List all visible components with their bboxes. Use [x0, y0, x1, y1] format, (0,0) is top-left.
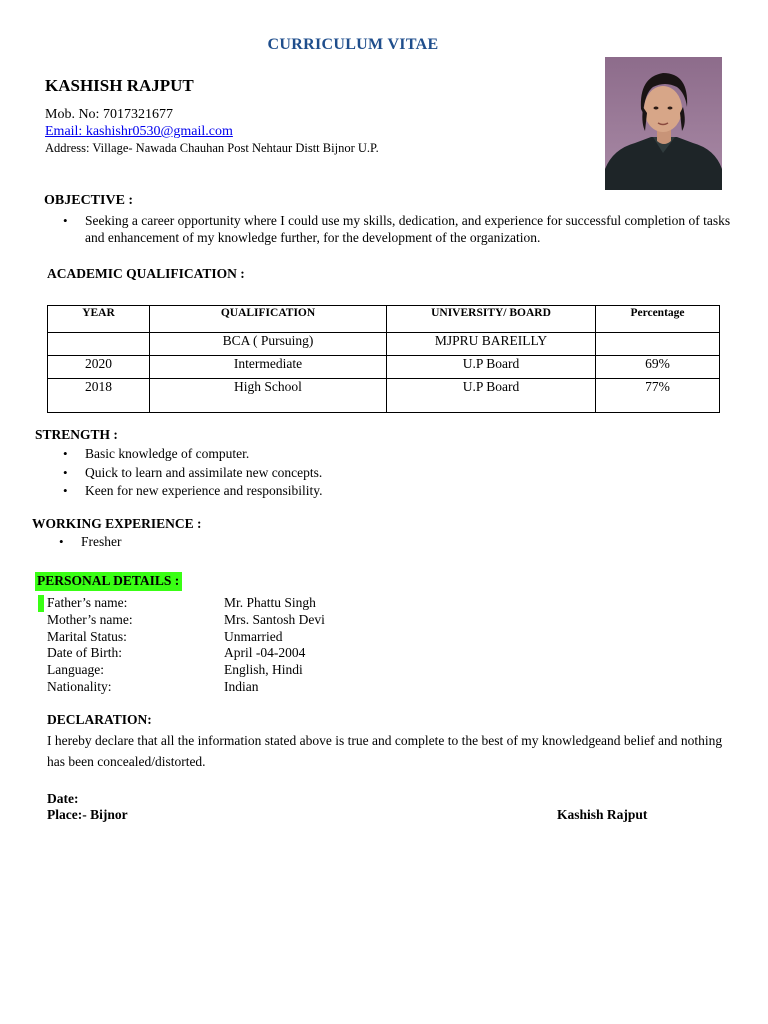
objective-list: [63, 212, 743, 246]
email-link[interactable]: Email: kashishr0530@gmail.com: [45, 124, 233, 139]
table-row: [48, 356, 720, 379]
table-cell: 2018: [48, 379, 150, 413]
objective-item: • Seeking a career opportunity where I could use my skills, dedication, and experience for successful completion of tasks and enhancement of my knowledge further, for the development of the organization.: [63, 212, 743, 246]
column-header: YEAR: [48, 306, 150, 333]
detail-value: Mrs. Santosh Devi: [224, 611, 325, 627]
table-row: [48, 333, 720, 356]
detail-value: April -04-2004: [224, 645, 306, 661]
table-cell: 77%: [596, 379, 720, 413]
address: Address: Village- Nawada Chauhan Post Nehtaur Distt Bijnor U.P.: [45, 141, 379, 155]
academic-table: [47, 305, 720, 413]
table-cell: High School: [150, 379, 387, 413]
highlight-marker: [38, 595, 44, 612]
strength-list: [63, 445, 323, 501]
detail-row: [47, 629, 325, 646]
table-header-row: [48, 306, 720, 333]
detail-label: Language:: [47, 662, 104, 678]
detail-value: English, Hindi: [224, 662, 303, 678]
table-cell: [596, 333, 720, 356]
detail-label: Nationality:: [47, 678, 112, 694]
academic-heading: ACADEMIC QUALIFICATION :: [47, 266, 245, 281]
work-experience-heading: WORKING EXPERIENCE :: [32, 516, 202, 531]
signature-name: Kashish Rajput: [557, 807, 648, 822]
objective-heading: OBJECTIVE :: [44, 193, 134, 208]
profile-photo: [605, 57, 722, 190]
table-cell: Intermediate: [150, 356, 387, 379]
detail-row: [47, 645, 325, 662]
list-item: • Quick to learn and assimilate new concepts.: [63, 464, 323, 483]
table-row: [48, 379, 720, 413]
strength-heading: STRENGTH :: [35, 427, 118, 442]
personal-details: [47, 595, 325, 696]
table-cell: 2020: [48, 356, 150, 379]
candidate-name: KASHISH RAJPUT: [45, 76, 194, 95]
detail-value: Mr. Phattu Singh: [224, 595, 316, 610]
detail-label: Father’s name:: [47, 595, 128, 610]
detail-row: [47, 662, 325, 679]
detail-label: Date of Birth:: [47, 645, 122, 661]
detail-value: Indian: [224, 678, 259, 694]
column-header: QUALIFICATION: [150, 306, 387, 333]
declaration-text: I hereby declare that all the information stated above is true and complete to the best of my knowledgeand belief and nothing has been concealed/distorted.: [47, 733, 723, 769]
list-item: • Fresher: [59, 534, 122, 550]
list-item: • Basic knowledge of computer.: [63, 445, 323, 464]
detail-row: [47, 595, 325, 612]
work-experience-list: [59, 534, 122, 550]
detail-label: Mother’s name:: [47, 611, 133, 627]
document-title: CURRICULUM VITAE: [267, 36, 439, 53]
table-cell: [48, 333, 150, 356]
detail-row: [47, 612, 325, 629]
declaration-heading: DECLARATION:: [47, 712, 152, 727]
mobile-number: Mob. No: 7017321677: [45, 107, 173, 122]
personal-details-heading: PERSONAL DETAILS :: [35, 572, 182, 591]
detail-value: Unmarried: [224, 628, 283, 644]
column-header: UNIVERSITY/ BOARD: [387, 306, 596, 333]
table-cell: 69%: [596, 356, 720, 379]
column-header: Percentage: [596, 306, 720, 333]
detail-row: [47, 679, 325, 696]
table-cell: BCA ( Pursuing): [150, 333, 387, 356]
date-label: Date:: [47, 791, 79, 806]
list-item: • Keen for new experience and responsibility.: [63, 482, 323, 501]
detail-label: Marital Status:: [47, 628, 127, 644]
place-label: Place:- Bijnor: [47, 807, 128, 822]
table-cell: U.P Board: [387, 356, 596, 379]
table-cell: U.P Board: [387, 379, 596, 413]
table-cell: MJPRU BAREILLY: [387, 333, 596, 356]
